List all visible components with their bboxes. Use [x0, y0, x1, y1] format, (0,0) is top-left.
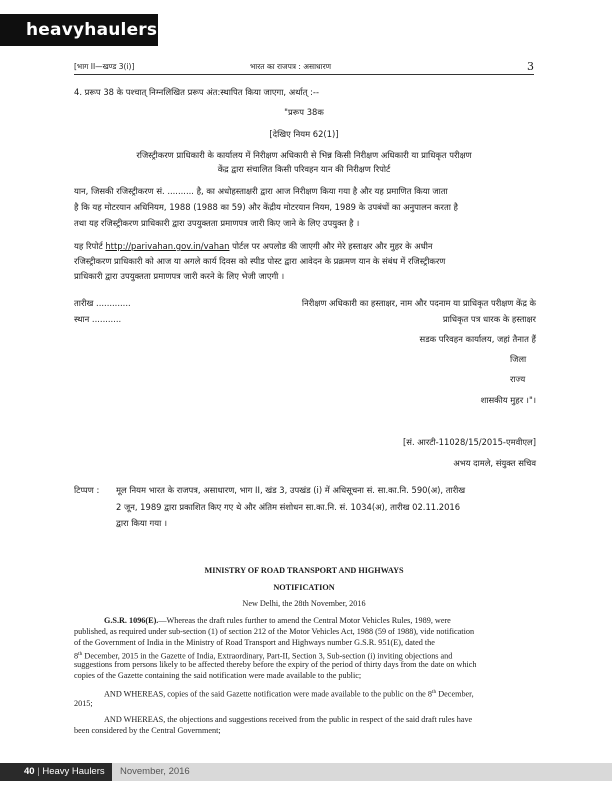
note-label: टिप्पण :	[74, 485, 100, 495]
signatory: अभय दामले, संयुक्त सचिव	[453, 458, 536, 468]
dateline: New Delhi, the 28th November, 2016	[242, 599, 366, 608]
header-part: [भाग II—खण्ड 3(i)]	[74, 62, 135, 71]
form-title: "प्ररूप 38क	[284, 107, 324, 117]
para2-suffix: पोर्टल पर अपलोड की जाएगी और मेरे हस्ताक्षर और मुहर के अधीन	[229, 241, 433, 251]
rule-reference: [देखिए नियम 62(1)]	[269, 129, 339, 139]
header-title: भारत का राजपत्र : असाधारण	[250, 62, 332, 71]
p1-line-2: published, as required under sub-section (1) of section 212 of the Motor Vehicles Act, 1988 (59 of 1988), vide notification	[74, 627, 475, 636]
header-page-number: 3	[527, 60, 534, 73]
place-label: स्थान ...........	[74, 314, 122, 324]
p2-text-b: December,	[436, 689, 474, 699]
para1-line-3: तथा यह रजिस्ट्रीकरण प्राधिकारी द्वारा उपयुक्तता प्रमाणपत्र जारी किए जाने के लिए उपयुक्त है ।	[74, 218, 360, 228]
p1-date-day: 8	[74, 651, 79, 661]
p1-line-4-text: December, 2015 in the Gazette of India, Extraordinary, Part-II, Section 3, Sub-section (i) inviting objections and	[82, 651, 453, 661]
gsr-number: G.S.R. 1096(E).	[104, 616, 159, 625]
p3-line-2: been considered by the Central Government;	[74, 726, 221, 735]
ministry-title: MINISTRY OF ROAD TRANSPORT AND HIGHWAYS	[204, 566, 404, 575]
gazette-header	[74, 60, 534, 75]
para2-line-2: रजिस्ट्रीकरण प्राधिकारी को आज या अगले कार्य दिवस को स्पीड पोस्ट द्वारा आवेदन के प्रक्रमण यान के संबंध में रजिस्ट्रीकरण	[74, 256, 446, 266]
p1-line-1-text: —Whereas the draft rules further to amend the Central Motor Vehicles Rules, 1989, were	[158, 616, 451, 625]
footer-magazine-name: Heavy Haulers	[42, 766, 105, 777]
footer-separator: |	[37, 766, 40, 777]
report-heading-line-1: रजिस्ट्रीकरण प्राधिकारी के कार्यालय में निरीक्षण अधिकारी से भिन्न किसी निरीक्षण अधिकारी या प्राधिकृत परीक्षण	[136, 150, 472, 160]
note-line-2: 2 जून, 1989 द्वारा प्रकाशित किए गए थे और अंतिम संशोधन सा.का.नि. सं. 1034(अ), तारीख 02.11.2016	[116, 502, 461, 512]
brand-logo: heavyhaulers.in	[0, 14, 158, 46]
footer-page	[0, 763, 112, 781]
p2-text-a: AND WHEREAS, copies of the said Gazette notification were made available to the public on the 8	[104, 689, 432, 699]
p2-line-1	[104, 687, 474, 700]
date-label: तारीख .............	[74, 298, 131, 308]
signature-state: राज्य	[510, 374, 526, 384]
file-number: [सं. आरटी-11028/15/2015-एमवीएल]	[403, 437, 536, 447]
note-line-3: द्वारा किया गया ।	[116, 518, 168, 528]
p1-date-sup: th	[78, 651, 83, 657]
p1-line-5: suggestions from persons likely to be affected thereby before the expiry of the period of thirty days from the date on which	[74, 660, 477, 669]
footer-page-number: 40	[24, 766, 35, 777]
p1-line-1	[104, 616, 451, 627]
para2-line-1	[74, 240, 536, 253]
signature-line-3: सडक परिवहन कार्यालय, जहां तैनात हैं	[419, 334, 536, 344]
note-line-1: मूल नियम भारत के राजपत्र, असाधारण, भाग II, खंड 3, उपखंड (i) में अधिसूचना सं. सा.का.नि. 590(अ), तारीख	[116, 485, 466, 495]
p1-line-3: of the Government of India in the Ministry of Road Transport and Highways number G.S.R. 951(E), dated the	[74, 638, 435, 647]
item-4: 4. प्ररूप 38 के पश्चात् निम्नलिखित प्ररूप अंत:स्थापित किया जाएगा, अर्थात् :--	[74, 87, 319, 97]
para1-line-2: है कि यह मोटरयान अधिनियम, 1988 (1988 का 59) और केंद्रीय मोटरयान नियम, 1989 के उपबंधों का अनुपालन करता है	[74, 202, 458, 212]
para1-line-1: यान, जिसकी रजिस्ट्रीकरण सं. .......... है, का अधोहस्ताक्षरी द्वारा आज निरीक्षण किया गया है और यह प्रमाणित किया जाता	[74, 186, 448, 196]
p1-line-6: copies of the Gazette containing the said notification were made available to the public;	[74, 671, 362, 680]
signature-line-1: निरीक्षण अधिकारी का हस्ताक्षर, नाम और पदनाम या प्राधिकृत परीक्षण केंद्र के	[301, 298, 536, 308]
p3-line-1: AND WHEREAS, the objections and suggestions received from the public in respect of the said draft rules have	[104, 715, 473, 724]
report-heading-line-2: केंद्र द्वारा संचालित किसी परिवहन यान की निरीक्षण रिपोर्ट	[217, 164, 391, 174]
p2-line-2: 2015;	[74, 699, 93, 708]
notification-title: NOTIFICATION	[273, 583, 335, 592]
p2-date-sup: th	[431, 689, 437, 695]
signature-seal: शासकीय मुहर ।"।	[480, 395, 536, 405]
magazine-footer	[0, 763, 612, 781]
para2-prefix: यह रिपोर्ट	[74, 241, 106, 251]
para2-line-3: प्राधिकारी द्वारा उपयुक्तता प्रमाणपत्र जारी करने के लिए भेजी जाएगी ।	[74, 271, 285, 281]
footer-issue-date: November, 2016	[112, 763, 612, 781]
parivahan-portal-link[interactable]: http://parivahan.gov.in/vahan	[105, 241, 230, 251]
signature-line-2: प्राधिकृत पत्र धारक के हस्ताक्षर	[442, 314, 536, 324]
signature-district: जिला	[510, 354, 527, 364]
